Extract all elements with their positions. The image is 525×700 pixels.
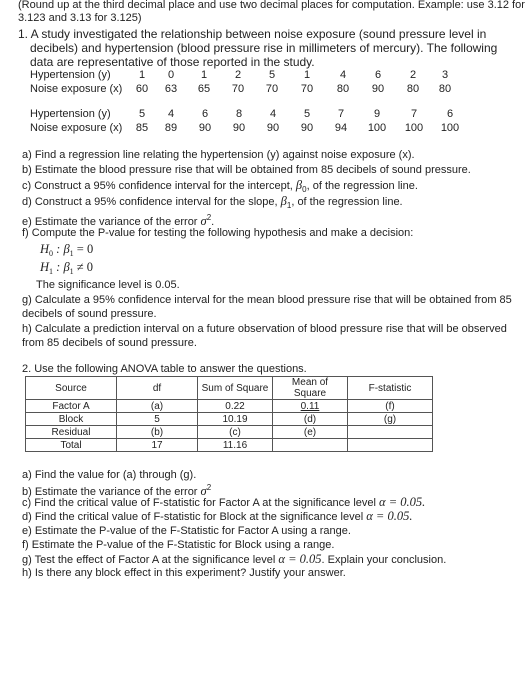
x-label: Noise exposure (x) [30,83,123,95]
table-cell: 85 [135,122,149,134]
table-cell: 2 [409,69,417,81]
table-cell: 6 [446,108,454,120]
table-cell: 80 [336,83,350,95]
y-label: Hypertension (y) [30,69,111,81]
table-cell: 5 [268,69,276,81]
table-cell: 4 [269,108,277,120]
table-row [26,413,433,426]
table-cell: 70 [300,83,314,95]
table-cell: 5 [138,108,146,120]
data-table-1 [30,68,460,96]
table-cell: 11.16 [198,439,273,452]
anova-table [25,376,433,452]
column-header: df [117,377,198,400]
q2-part-g: g) Test the effect of Factor A at the significance level α = 0.05. Explain your conclusion. [22,552,447,566]
table-cell: 90 [198,122,212,134]
table-cell: (b) [117,426,198,439]
table-cell: 10.19 [198,413,273,426]
table-cell: 8 [235,108,243,120]
q1-part-g-line-2: decibels of sound pressure. [22,308,157,320]
table-cell: 80 [406,83,420,95]
table-cell: 0.22 [198,400,273,413]
q1-part-a: a) Find a regression line relating the hypertension (y) against noise exposure (x). [22,149,415,161]
table-cell: 94 [334,122,348,134]
q2-part-b: b) Estimate the variance of the error $\sigma^2$ [22,483,212,498]
table-cell: 100 [440,122,460,134]
q1-part-e: e) Estimate the variance of the error $\sigma^2$. [22,213,215,228]
table-cell [348,426,433,439]
column-header: F-statistic [348,377,433,400]
data-table-2 [30,107,468,135]
table-header-row [26,377,433,400]
table-cell: 100 [367,122,387,134]
table-cell: Block [26,413,117,426]
q1-intro-line-3: data are representative of those reported in the study. [30,55,315,69]
table-cell: 5 [117,413,198,426]
q2-part-e: e) Estimate the P-value of the F-Statistic for Factor A using a range. [22,525,351,537]
table-cell: 3 [441,69,449,81]
table-cell [348,439,433,452]
table-cell: 6 [374,69,382,81]
q1-part-b: b) Estimate the blood pressure rise that will be obtained from 85 decibels of sound pressure. [22,164,471,176]
q1-intro-line-2: decibels) and hypertension (blood pressure rise in millimeters of mercury). The following [30,41,498,55]
table-row [30,68,460,82]
q1-part-g-line-1: g) Calculate a 95% confidence interval for the mean blood pressure rise that will be obtained from 85 [22,294,512,306]
table-cell: 6 [201,108,209,120]
table-cell [273,439,348,452]
table-cell: 0 [167,69,175,81]
table-cell: 70 [231,83,245,95]
table-cell: 2 [234,69,242,81]
q2-part-f: f) Estimate the P-value of the F-Statistic for Block using a range. [22,539,335,551]
q1-part-d: d) Construct a 95% confidence interval for the slope, $\beta_1$, of the regression line. [22,194,403,210]
table-cell: 1 [200,69,208,81]
x-label: Noise exposure (x) [30,122,123,134]
table-row [30,121,468,135]
table-cell: Total [26,439,117,452]
table-cell: 17 [117,439,198,452]
table-cell: 1 [303,69,311,81]
table-cell: Residual [26,426,117,439]
column-header: Sum of Square [198,377,273,400]
table-cell: (a) [117,400,198,413]
table-cell: (f) [348,400,433,413]
table-cell: 65 [197,83,211,95]
table-cell: 90 [232,122,246,134]
y-label: Hypertension (y) [30,108,111,120]
table-cell: 90 [371,83,385,95]
alternative-hypothesis: $H_1$ : $\beta_1 \ne 0$ [40,260,94,276]
table-cell: 4 [339,69,347,81]
table-cell: 1 [138,69,146,81]
table-cell: (g) [348,413,433,426]
table-cell: 80 [438,83,452,95]
significance-level: The significance level is 0.05. [36,279,180,291]
table-cell: 0.11 [273,400,348,413]
table-cell: 5 [303,108,311,120]
table-cell: 70 [265,83,279,95]
q2-part-a: a) Find the value for (a) through (g). [22,469,197,481]
table-cell: 7 [410,108,418,120]
column-header: Source [26,377,117,400]
table-row [30,107,468,121]
column-header: Mean of Square [273,377,348,400]
null-hypothesis: $H_0$ : $\beta_1 = 0$ [40,242,94,258]
table-cell: 63 [164,83,178,95]
table-cell: 4 [167,108,175,120]
table-cell: 90 [266,122,280,134]
table-row [26,426,433,439]
q2-intro: 2. Use the following ANOVA table to answer the questions. [22,363,307,375]
table-row [26,439,433,452]
table-cell: 60 [135,83,149,95]
q1-part-c: c) Construct a 95% confidence interval for the intercept, $\beta_0$, of the regression line. [22,178,418,194]
instructions-line-2: 3.123 and 3.13 for 3.125) [18,12,142,24]
q2-part-c: c) Find the critical value of F-statistic for Factor A at the significance level α = 0.05. [22,495,426,509]
instructions-line-1: (Round up at the third decimal place and use two decimal places for computation. Example: use 3.12 for [18,0,525,11]
table-row [26,400,433,413]
table-cell: 89 [164,122,178,134]
table-cell: (c) [198,426,273,439]
table-cell: Factor A [26,400,117,413]
q1-part-h-line-2: from 85 decibels of sound pressure. [22,337,197,349]
table-cell: (d) [273,413,348,426]
q1-part-h-line-1: h) Calculate a prediction interval on a future observation of blood pressure rise that will be observed [22,323,507,335]
table-cell: 7 [337,108,345,120]
table-cell: (e) [273,426,348,439]
q1-part-f: f) Compute the P-value for testing the following hypothesis and make a decision: [22,227,414,239]
table-cell: 100 [404,122,424,134]
q2-part-d: d) Find the critical value of F-statistic for Block at the significance level α = 0.05. [22,509,413,523]
table-row [30,82,460,96]
q1-intro-line-1: 1. A study investigated the relationship between noise exposure (sound pressure level in [18,27,487,41]
table-cell: 90 [300,122,314,134]
table-cell: 9 [373,108,381,120]
q2-part-h: h) Is there any block effect in this experiment? Justify your answer. [22,567,346,579]
